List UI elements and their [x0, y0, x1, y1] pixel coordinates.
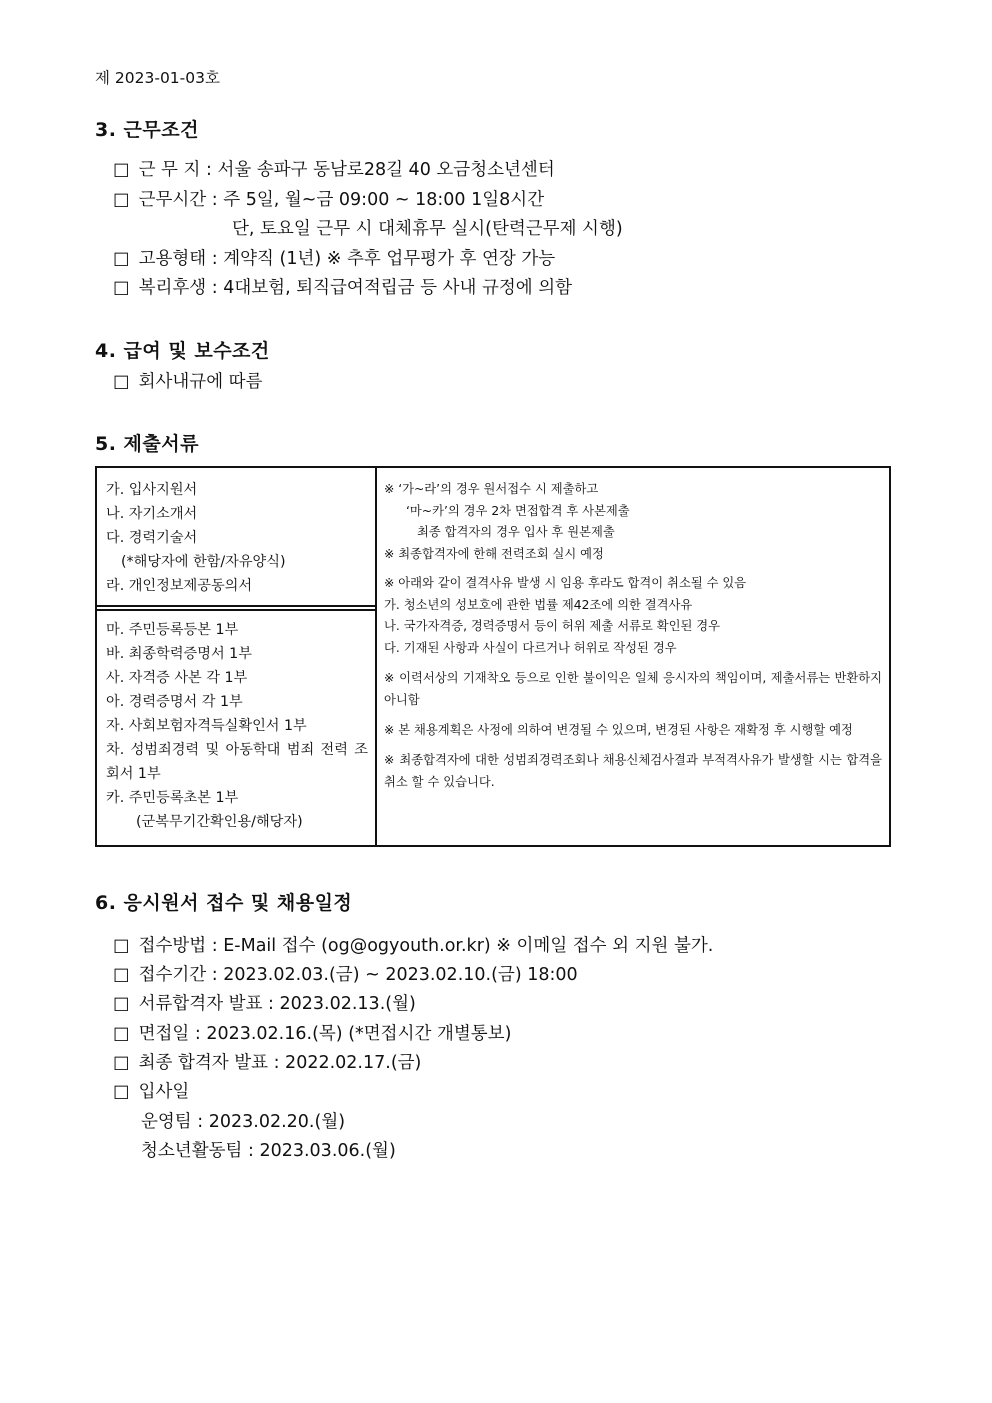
note-paragraph: ※ 최종합격자에 대한 성범죄경력조회나 채용신체검사결과 부적격사유가 발생할 시는 합격을 취소 할 수 있습니다.: [384, 753, 882, 789]
note-line: ※ 아래와 같이 결격사유 발생 시 임용 후라도 합격이 취소될 수 있음: [384, 576, 747, 590]
note-paragraph: ※ 본 채용계획은 사정에 의하여 변경될 수 있으며, 변경된 사항은 재확정 후 시행할 예정: [384, 723, 853, 737]
row-value: 서류합격자 발표 : 2023.02.13.(월): [138, 994, 416, 1014]
list-item: 다. 경력기술서: [106, 530, 198, 546]
list-item: 사. 자격증 사본 각 1부: [106, 670, 248, 686]
row-label: 근무시간: [138, 190, 207, 210]
table-column-divider: [375, 468, 377, 845]
row-label: 복리후생: [138, 278, 207, 298]
table-double-rule: [97, 605, 375, 607]
note-line: ‘마~카’의 경우 2차 면접합격 후 사본제출: [406, 503, 630, 518]
row-value: 최종 합격자 발표 : 2022.02.17.(금): [138, 1053, 422, 1073]
list-item-note: (*해당자에 한함/자유양식): [121, 554, 286, 570]
checkbox-icon: □: [113, 372, 130, 392]
documents-table: [95, 466, 891, 847]
note-line: 다. 기재된 사항과 사실이 다르거나 허위로 작성된 경우: [384, 640, 677, 655]
benefits-row: [113, 274, 572, 299]
note-line: ※ 최종합격자에 한해 전력조회 실시 예정: [384, 546, 604, 561]
schedule-row: [113, 961, 578, 986]
schedule-row: [113, 1020, 511, 1045]
employment-type-row: [113, 245, 555, 270]
list-item: 라. 개인정보제공동의서: [106, 578, 253, 594]
work-hours-continuation: 단, 토요일 근무 시 대체휴무 실시(탄력근무제 시행): [232, 219, 623, 239]
row-value: : 4대보험, 퇴직급여적립금 등 사내 규정에 의함: [211, 278, 573, 298]
schedule-row: [113, 932, 713, 957]
list-item: 자. 사회보험자격득실확인서 1부: [106, 718, 307, 734]
section-title-schedule: 6. 응시원서 접수 및 채용일정: [95, 892, 353, 914]
section-title-work-conditions: 3. 근무조건: [95, 119, 199, 141]
document-number: 제 2023-01-03호: [95, 69, 220, 87]
list-item: 마. 주민등록등본 1부: [106, 622, 239, 638]
section-title-salary: 4. 급여 및 보수조건: [95, 340, 270, 362]
additional-documents-list: [106, 618, 368, 834]
schedule-row: [113, 1049, 421, 1074]
row-value: 회사내규에 따름: [138, 372, 263, 392]
work-location-row: [113, 156, 555, 181]
salary-row: [113, 368, 262, 393]
row-value: : 주 5일, 월~금 09:00 ~ 18:00 1일8시간: [211, 190, 545, 210]
row-value: : 서울 송파구 동남로28길 40 오금청소년센터: [206, 160, 555, 180]
checkbox-icon: □: [113, 278, 130, 298]
row-value: 접수기간 : 2023.02.03.(금) ~ 2023.02.10.(금) 18:00: [138, 965, 578, 985]
start-date-youth-activities: 청소년활동팀 : 2023.03.06.(월): [141, 1141, 396, 1161]
checkbox-icon: □: [113, 1024, 130, 1044]
schedule-row: [113, 1078, 189, 1103]
list-item: 카. 주민등록초본 1부: [106, 790, 239, 806]
checkbox-icon: □: [113, 994, 130, 1014]
row-value: : 계약직 (1년) ※ 추후 업무평가 후 연장 가능: [211, 249, 556, 269]
note-paragraph: ※ 이력서상의 기재착오 등으로 인한 불이익은 일체 응시자의 책임이며, 제출서류는 반환하지 아니함: [384, 671, 882, 707]
list-item: 바. 최종학력증명서 1부: [106, 646, 252, 662]
note-line: 최종 합격자의 경우 입사 후 원본제출: [417, 525, 615, 539]
work-hours-row: [113, 186, 544, 211]
checkbox-icon: □: [113, 160, 130, 180]
schedule-row: [113, 990, 416, 1015]
list-item: 차. 성범죄경력 및 아동학대 범죄 전력 조회서 1부: [106, 742, 368, 782]
row-value: 면접일 : 2023.02.16.(목) (*면접시간 개별통보): [138, 1024, 512, 1044]
required-documents-list: [106, 478, 368, 598]
note-line: ※ ‘가~라’의 경우 원서접수 시 제출하고: [384, 482, 599, 496]
checkbox-icon: □: [113, 936, 130, 956]
row-value: 접수방법 : E-Mail 접수 (og@ogyouth.or.kr) ※ 이메일 접수 외 지원 불가.: [138, 936, 714, 956]
checkbox-icon: □: [113, 190, 130, 210]
list-item: 아. 경력증명서 각 1부: [106, 694, 243, 710]
checkbox-icon: □: [113, 965, 130, 985]
row-label: 고용형태: [138, 249, 207, 269]
note-line: 가. 청소년의 성보호에 관한 법률 제42조에 의한 결격사유: [384, 597, 693, 612]
table-double-rule: [97, 609, 375, 611]
document-notes: [384, 479, 882, 793]
note-line: 나. 국가자격증, 경력증명서 등이 허위 제출 서류로 확인된 경우: [384, 619, 721, 633]
checkbox-icon: □: [113, 1053, 130, 1073]
list-item-note: (군복무기간확인용/해당자): [136, 814, 303, 830]
list-item: 나. 자기소개서: [106, 506, 198, 522]
row-label: 근 무 지: [138, 160, 201, 180]
list-item: 가. 입사지원서: [106, 482, 198, 498]
start-date-operations: 운영팀 : 2023.02.20.(월): [141, 1112, 346, 1132]
checkbox-icon: □: [113, 249, 130, 269]
section-title-documents: 5. 제출서류: [95, 433, 199, 455]
row-value: 입사일: [138, 1082, 190, 1102]
checkbox-icon: □: [113, 1082, 130, 1102]
